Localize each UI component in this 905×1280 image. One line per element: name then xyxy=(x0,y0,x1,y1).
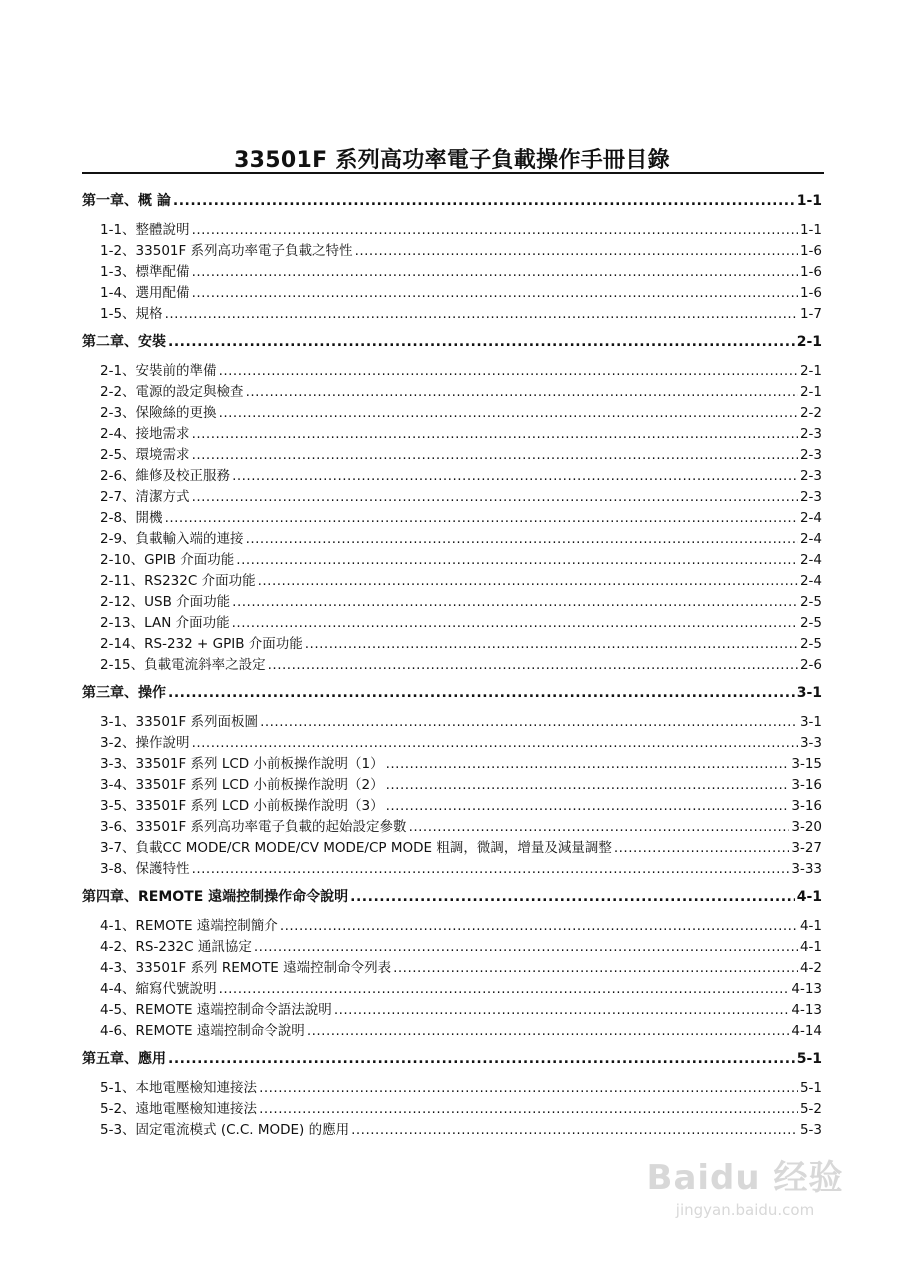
toc-entry xyxy=(82,506,822,527)
toc-entry xyxy=(82,731,822,752)
entry-page: 4-13 xyxy=(791,981,822,997)
leader-dots xyxy=(305,636,798,652)
chapter-page: 3-1 xyxy=(796,685,822,701)
entry-title: 2-6、維修及校正服務 xyxy=(100,468,231,484)
leader-dots xyxy=(393,960,798,976)
entry-page: 5-2 xyxy=(799,1101,822,1117)
entry-page: 3-16 xyxy=(791,777,822,793)
entry-title: 2-1、安裝前的準備 xyxy=(100,363,217,379)
entry-page: 1-6 xyxy=(799,285,822,301)
leader-dots xyxy=(260,714,798,730)
entry-page: 2-4 xyxy=(799,510,822,526)
toc-entry xyxy=(82,977,822,998)
entry-title: 3-5、33501F 系列 LCD 小前板操作說明（3） xyxy=(100,798,384,814)
entry-page: 3-20 xyxy=(791,819,822,835)
toc-entry xyxy=(82,611,822,632)
leader-dots xyxy=(192,447,798,463)
toc-chapter xyxy=(82,1048,822,1072)
toc-chapter xyxy=(82,331,822,355)
watermark-logo: Baidu 经验 xyxy=(646,1158,844,1198)
leader-dots xyxy=(219,363,798,379)
entry-title: 2-3、保險絲的更換 xyxy=(100,405,217,421)
entry-page: 4-14 xyxy=(791,1023,822,1039)
leader-dots xyxy=(268,657,798,673)
entry-title: 2-5、環境需求 xyxy=(100,447,190,463)
leader-dots xyxy=(165,306,798,322)
leader-dots xyxy=(192,735,798,751)
toc-entry xyxy=(82,632,822,653)
toc-chapter xyxy=(82,190,822,214)
entry-page: 4-1 xyxy=(799,918,822,934)
toc-entry xyxy=(82,569,822,590)
toc-entry xyxy=(82,302,822,323)
entry-page: 2-4 xyxy=(799,531,822,547)
entry-title: 2-11、RS232C 介面功能 xyxy=(100,573,256,589)
toc-chapter xyxy=(82,682,822,706)
entry-page: 3-27 xyxy=(791,840,822,856)
chapter-page: 1-1 xyxy=(796,193,822,209)
leader-dots xyxy=(386,798,790,814)
leader-dots xyxy=(173,193,795,209)
leader-dots xyxy=(409,819,790,835)
toc-entry xyxy=(82,380,822,401)
entry-page: 2-5 xyxy=(799,594,822,610)
watermark xyxy=(635,1150,855,1240)
entry-title: 2-4、接地需求 xyxy=(100,426,190,442)
leader-dots xyxy=(192,426,798,442)
chapter-page: 2-1 xyxy=(796,334,822,350)
leader-dots xyxy=(259,1101,798,1117)
toc-entry xyxy=(82,794,822,815)
toc-entry xyxy=(82,857,822,878)
leader-dots xyxy=(614,840,790,856)
leader-dots xyxy=(232,615,798,631)
toc-entry xyxy=(82,464,822,485)
leader-dots xyxy=(280,918,798,934)
leader-dots xyxy=(168,685,795,701)
entry-title: 1-5、規格 xyxy=(100,306,163,322)
toc-entry xyxy=(82,527,822,548)
leader-dots xyxy=(192,285,798,301)
entry-page: 3-1 xyxy=(799,714,822,730)
toc-entry xyxy=(82,401,822,422)
entry-title: 2-2、電源的設定與檢查 xyxy=(100,384,244,400)
entry-title: 2-12、USB 介面功能 xyxy=(100,594,231,610)
entry-title: 2-8、開機 xyxy=(100,510,163,526)
toc-entry xyxy=(82,281,822,302)
toc-entry xyxy=(82,1019,822,1040)
entry-page: 1-6 xyxy=(799,243,822,259)
entry-page: 5-3 xyxy=(799,1122,822,1138)
toc-entry xyxy=(82,239,822,260)
toc-entry xyxy=(82,1118,822,1139)
entry-title: 2-10、GPIB 介面功能 xyxy=(100,552,235,568)
toc-entry xyxy=(82,836,822,857)
entry-page: 5-1 xyxy=(799,1080,822,1096)
entry-title: 5-2、遠地電壓檢知連接法 xyxy=(100,1101,258,1117)
leader-dots xyxy=(165,510,798,526)
toc-entry xyxy=(82,485,822,506)
leader-dots xyxy=(168,1051,795,1067)
entry-title: 3-7、負載CC MODE/CR MODE/CV MODE/CP MODE 粗調，微調，增量及減量調整 xyxy=(100,840,612,856)
entry-title: 4-1、REMOTE 遠端控制簡介 xyxy=(100,918,278,934)
toc-entry xyxy=(82,710,822,731)
leader-dots xyxy=(254,939,798,955)
entry-title: 3-8、保護特性 xyxy=(100,861,190,877)
entry-page: 1-6 xyxy=(799,264,822,280)
entry-title: 1-3、標準配備 xyxy=(100,264,190,280)
entry-page: 1-7 xyxy=(799,306,822,322)
entry-title: 5-3、固定電流模式 (C.C. MODE) 的應用 xyxy=(100,1122,350,1138)
leader-dots xyxy=(168,334,795,350)
entry-title: 1-1、整體說明 xyxy=(100,222,190,238)
chapter-title: 第四章、REMOTE 遠端控制操作命令說明 xyxy=(82,889,349,905)
entry-title: 3-1、33501F 系列面板圖 xyxy=(100,714,259,730)
entry-page: 1-1 xyxy=(799,222,822,238)
entry-page: 2-6 xyxy=(799,657,822,673)
chapter-title: 第一章、概 論 xyxy=(82,193,171,209)
chapter-title: 第二章、安裝 xyxy=(82,334,166,350)
toc-entry xyxy=(82,815,822,836)
leader-dots xyxy=(219,981,790,997)
entry-title: 1-4、選用配備 xyxy=(100,285,190,301)
entry-title: 2-15、負載電流斜率之設定 xyxy=(100,657,266,673)
leader-dots xyxy=(192,222,798,238)
leader-dots xyxy=(236,552,798,568)
entry-page: 4-13 xyxy=(791,1002,822,1018)
entry-page: 2-3 xyxy=(799,447,822,463)
chapter-title: 第三章、操作 xyxy=(82,685,166,701)
toc-entry xyxy=(82,443,822,464)
entry-title: 2-13、LAN 介面功能 xyxy=(100,615,230,631)
leader-dots xyxy=(219,405,798,421)
entry-title: 4-5、REMOTE 遠端控制命令語法說明 xyxy=(100,1002,332,1018)
entry-title: 2-7、清潔方式 xyxy=(100,489,190,505)
entry-page: 2-1 xyxy=(799,384,822,400)
watermark-url: jingyan.baidu.com xyxy=(675,1201,815,1219)
entry-title: 4-4、縮寫代號說明 xyxy=(100,981,217,997)
entry-page: 2-4 xyxy=(799,552,822,568)
entry-page: 3-33 xyxy=(791,861,822,877)
toc-entry xyxy=(82,752,822,773)
chapter-page: 4-1 xyxy=(796,889,822,905)
entry-page: 2-5 xyxy=(799,615,822,631)
entry-title: 3-4、33501F 系列 LCD 小前板操作說明（2） xyxy=(100,777,384,793)
entry-title: 3-6、33501F 系列高功率電子負載的起始設定參數 xyxy=(100,819,407,835)
toc-entry xyxy=(82,998,822,1019)
chapter-title: 第五章、應用 xyxy=(82,1051,166,1067)
leader-dots xyxy=(192,264,798,280)
toc-chapter xyxy=(82,886,822,910)
leader-dots xyxy=(350,889,795,905)
entry-title: 5-1、本地電壓檢知連接法 xyxy=(100,1080,258,1096)
toc-entry xyxy=(82,956,822,977)
leader-dots xyxy=(192,489,798,505)
entry-title: 4-3、33501F 系列 REMOTE 遠端控制命令列表 xyxy=(100,960,392,976)
entry-page: 2-2 xyxy=(799,405,822,421)
entry-title: 4-6、REMOTE 遠端控制命令說明 xyxy=(100,1023,305,1039)
document-title: 33501F 系列高功率電子負載操作手冊目錄 xyxy=(234,148,670,173)
entry-page: 3-3 xyxy=(799,735,822,751)
entry-title: 2-9、負載輸入端的連接 xyxy=(100,531,244,547)
toc-entry xyxy=(82,260,822,281)
leader-dots xyxy=(192,861,790,877)
toc-entry xyxy=(82,1097,822,1118)
table-of-contents xyxy=(82,190,822,1139)
leader-dots xyxy=(386,777,790,793)
entry-title: 4-2、RS-232C 通訊協定 xyxy=(100,939,252,955)
leader-dots xyxy=(232,468,798,484)
entry-page: 2-3 xyxy=(799,426,822,442)
entry-page: 3-16 xyxy=(791,798,822,814)
leader-dots xyxy=(355,243,798,259)
entry-title: 3-2、操作說明 xyxy=(100,735,190,751)
entry-title: 2-14、RS-232 + GPIB 介面功能 xyxy=(100,636,303,652)
toc-entry xyxy=(82,548,822,569)
toc-entry xyxy=(82,1076,822,1097)
entry-title: 3-3、33501F 系列 LCD 小前板操作說明（1） xyxy=(100,756,384,772)
leader-dots xyxy=(246,531,798,547)
leader-dots xyxy=(232,594,798,610)
entry-page: 4-2 xyxy=(799,960,822,976)
title-underline xyxy=(82,172,824,174)
entry-page: 3-15 xyxy=(791,756,822,772)
entry-page: 2-1 xyxy=(799,363,822,379)
toc-entry xyxy=(82,590,822,611)
leader-dots xyxy=(259,1080,798,1096)
leader-dots xyxy=(307,1023,790,1039)
entry-page: 4-1 xyxy=(799,939,822,955)
leader-dots xyxy=(351,1122,798,1138)
entry-page: 2-3 xyxy=(799,489,822,505)
toc-entry xyxy=(82,935,822,956)
entry-page: 2-3 xyxy=(799,468,822,484)
toc-entry xyxy=(82,653,822,674)
leader-dots xyxy=(334,1002,790,1018)
toc-entry xyxy=(82,914,822,935)
toc-entry xyxy=(82,773,822,794)
leader-dots xyxy=(386,756,790,772)
entry-title: 1-2、33501F 系列高功率電子負載之特性 xyxy=(100,243,353,259)
entry-page: 2-5 xyxy=(799,636,822,652)
toc-entry xyxy=(82,422,822,443)
entry-page: 2-4 xyxy=(799,573,822,589)
chapter-page: 5-1 xyxy=(796,1051,822,1067)
toc-entry xyxy=(82,359,822,380)
leader-dots xyxy=(246,384,798,400)
toc-entry xyxy=(82,218,822,239)
leader-dots xyxy=(258,573,798,589)
